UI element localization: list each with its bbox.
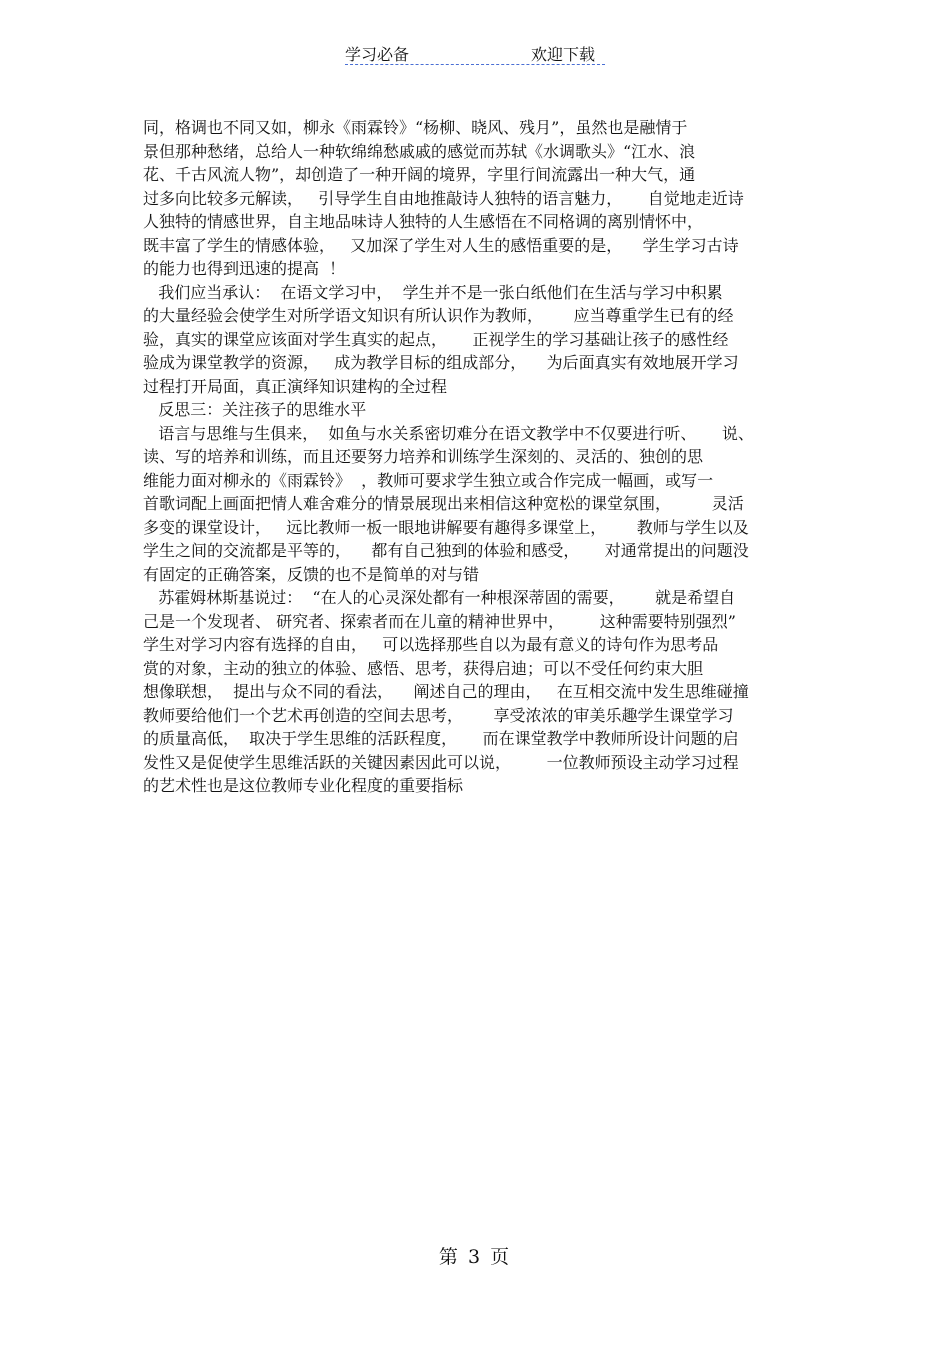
- text-line: 我们应当承认： 在语文学习中， 学生并不是一张白纸他们在生活与学习中积累: [143, 282, 723, 302]
- text-line: 发性又是促使学生思维活跃的关键因素因此可以说， 一位教师预设主动学习过程: [143, 752, 739, 772]
- text-line: 过多向比较多元解读， 引导学生自由地推敲诗人独特的语言魅力， 自觉地走近诗: [143, 188, 744, 208]
- text-line: 维能力面对柳永的《雨霖铃》 ，教师可要求学生独立或合作完成一幅画，或写一: [143, 470, 714, 490]
- text-line: 既丰富了学生的情感体验， 又加深了学生对人生的感悟重要的是， 学生学习古诗: [143, 235, 739, 255]
- text-line: 花、千古风流人物”，却创造了一种开阔的境界，字里行间流露出一种大气，通: [143, 165, 696, 184]
- text-line: 人独特的情感世界，自主地品味诗人独特的人生感悟在不同格调的离别情怀中，: [143, 212, 704, 231]
- document-body: [143, 116, 813, 798]
- text-line: 首歌词配上画面把情人难舍难分的情景展现出来相信这种宽松的课堂氛围， 灵活: [143, 494, 744, 513]
- text-line: 景但那种愁绪，总给人一种软绵绵愁戚戚的感觉而苏轼《水调歌头》“江水、浪: [143, 141, 696, 161]
- text-line: 的质量高低， 取决于学生思维的活跃程度， 而在课堂教学中教师所设计问题的启: [143, 729, 739, 748]
- page-number: 第 3 页: [438, 1246, 512, 1268]
- text-line: 苏霍姆林斯基说过： “在人的心灵深处都有一种根深蒂固的需要， 就是希望自: [143, 588, 736, 607]
- text-line: 学生之间的交流都是平等的， 都有自己独到的体验和感受， 对通常提出的问题没: [143, 541, 749, 560]
- text-line: 的艺术性也是这位教师专业化程度的重要指标: [143, 776, 464, 795]
- text-line: 的大量经验会使学生对所学语文知识有所认识作为教师， 应当尊重学生已有的经: [143, 306, 734, 325]
- text-line: 验成为课堂教学的资源， 成为教学目标的组成部分， 为后面真实有效地展开学习: [143, 353, 739, 372]
- text-line: 己是一个发现者、 研究者、探索者而在儿童的精神世界中， 这种需要特别强烈”: [143, 611, 736, 631]
- header-right-label: 欢迎下载: [531, 45, 596, 64]
- text-line: 想像联想， 提出与众不同的看法， 阐述自己的理由， 在互相交流中发生思维碰撞: [143, 682, 749, 701]
- text-line: 反思三：关注孩子的思维水平: [143, 400, 367, 419]
- text-line: 学生对学习内容有选择的自由， 可以选择那些自以为最有意义的诗句作为思考品: [143, 635, 719, 654]
- text-line: 同，格调也不同又如，柳永《雨霖铃》“杨柳、晓风、残月”，虽然也是融情于: [143, 118, 688, 137]
- text-line: 赏的对象，主动的独立的体验、感悟、思考，获得启迪；可以不受任何约束大胆: [143, 658, 704, 678]
- text-line: 教师要给他们一个艺术再创造的空间去思考， 享受浓浓的审美乐趣学生课堂学习: [143, 705, 734, 725]
- text-line: 读、写的培养和训练，而且还要努力培养和训练学生深刻的、灵活的、独创的思: [143, 447, 704, 466]
- text-line: 验，真实的课堂应该面对学生真实的起点， 正视学生的学习基础让孩子的感性经: [143, 329, 729, 349]
- text-line: 有固定的正确答案，反馈的也不是简单的对与错: [143, 564, 480, 584]
- text-line: 多变的课堂设计， 远比教师一板一眼地讲解要有趣得多课堂上， 教师与学生以及: [143, 517, 749, 537]
- text-line: 语言与思维与生俱来， 如鱼与水关系密切难分在语文教学中不仅要进行听、 说、: [143, 423, 754, 443]
- text-line: 过程打开局面，真正演绎知识建构的全过程: [143, 376, 448, 396]
- text-line: 的能力也得到迅速的提高 ！: [143, 259, 346, 278]
- page-header: [345, 42, 605, 65]
- header-left-label: 学习必备: [345, 45, 410, 64]
